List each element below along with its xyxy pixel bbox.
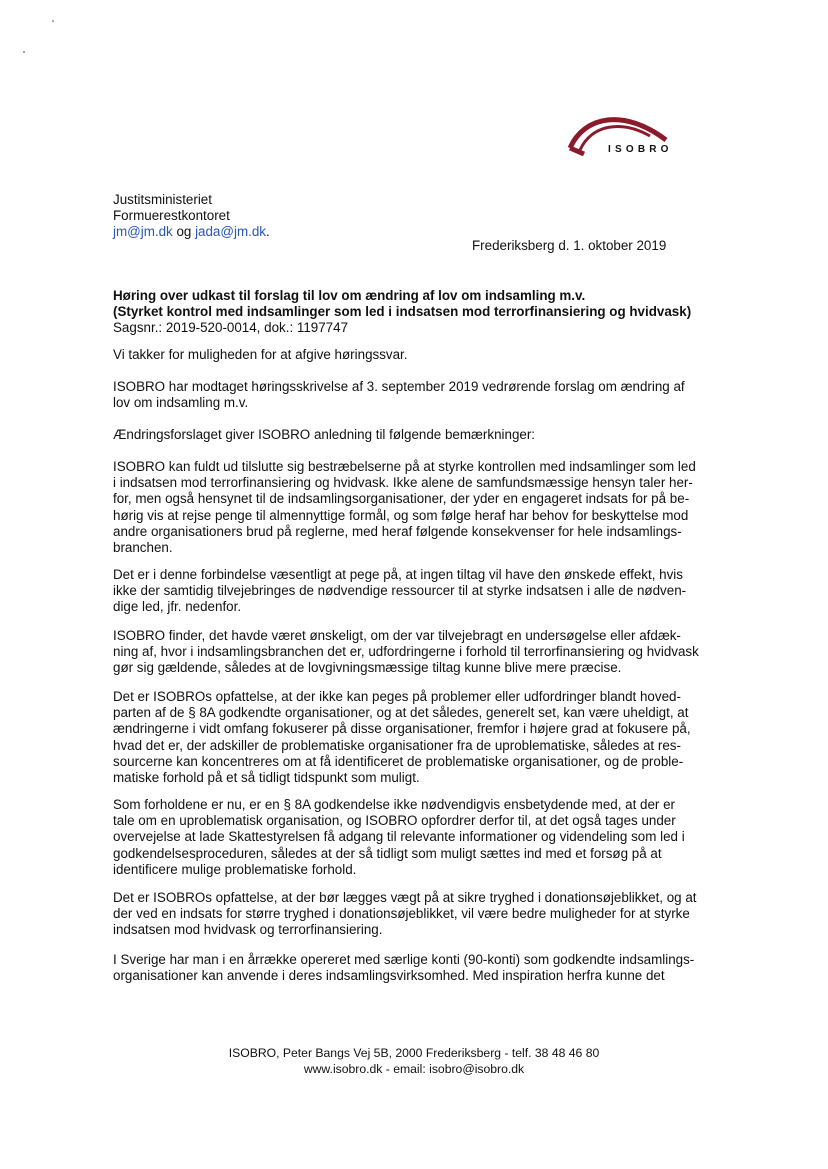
paragraph-line: hørig vis at rejse penge til almennyttige formål, og som følge heraf har behov for beskyttelse mod [113,507,689,523]
paragraph-line: hvad det er, der adskiller de problematiske organisationer fra de uproblematiske, således at res- [113,737,681,753]
paragraph-line: branchen. [113,540,173,556]
paragraph-line: gør sig gældende, således at de lovgivningsmæssige tiltag kunne blive mere præcise. [113,660,622,676]
scan-speck [52,20,54,22]
footer-address: ISOBRO, Peter Bangs Vej 5B, 2000 Frederiksberg - telf. 38 48 46 80 [228,1046,600,1060]
paragraph-line: Det er ISOBROs opfattelse, at der bør lægges vægt på at sikre tryghed i donationsøjeblikket, og at [113,890,697,905]
subject-title: Høring over udkast til forslag til lov om ændring af lov om indsamling m.v. [113,288,586,303]
email-link-jada[interactable]: jada@jm.dk [195,224,266,239]
subject-block [113,288,691,336]
recipient-ministry: Justitsministeriet [113,192,212,207]
paragraph-line: andre organisationers brud på reglerne, med heraf følgende konsekvenser for hele indsamlings- [113,523,682,539]
paragraph-line: godkendelsesproceduren, således at der så tidligt som muligt sættes ind med et forsøg på at [113,845,662,861]
paragraph-line: ISOBRO finder, det havde været ønskeligt, om der var tilvejebragt en undersøgelse eller afdæk- [113,628,681,643]
paragraph [113,797,713,878]
paragraph-line: Det er ISOBROs opfattelse, at der ikke kan peges på problemer eller udfordringer blandt hoved- [113,689,681,704]
paragraph-line: dige led, jfr. nedenfor. [113,599,242,615]
paragraph-line: overvejelse at lade Skattestyrelsen få adgang til relevante informationer og videndeling som led i [113,829,685,845]
paragraph-line: Det er i denne forbindelse væsentligt at pege på, at ingen tiltag vil have den ønskede effekt, hvis [113,567,683,582]
paragraph-line: I Sverige har man i en årrække opereret med særlige konti (90-konti) som godkendte indsamlings- [113,952,695,967]
paragraph-line: indsatsen mod hvidvask og terrorfinansiering. [113,922,383,938]
footer-contact: www.isobro.dk - email: isobro@isobro.dk [303,1062,525,1076]
paragraph-line: der ved en indsats for større tryghed i donationsøjeblikket, vil være bedre muligheder for at styrke [113,906,690,922]
paragraph-line: Ændringsforslaget giver ISOBRO anledning til følgende bemærkninger: [113,427,536,442]
paragraph-line: ISOBRO har modtaget høringsskrivelse af 3. september 2019 vedrørende forslag om ændring af [113,379,685,394]
paragraph-line: ikke der samtidig tilvejebringes de nødvendige ressourcer til at styrke indsatsen i alle de nødven- [113,583,687,599]
recipient-office: Formuerestkontoret [113,208,230,223]
paragraph-line: for, men også hensynet til de indsamlingsorganisationer, der yder en engageret indsats for på be- [113,491,690,507]
email-link-jm[interactable]: jm@jm.dk [113,224,173,239]
paragraph [113,567,713,616]
paragraph [113,459,713,556]
email-joiner: og [172,224,196,239]
paragraph-line: lov om indsamling m.v. [113,395,249,411]
paragraph [113,689,713,786]
paragraph [113,427,713,443]
paragraph-line: parten af de § 8A godkendte organisationer, og at det således, generelt set, kan være uheldigt, at [113,705,689,721]
paragraph [113,952,713,984]
paragraph [113,379,713,411]
logo-wordmark: ISOBRO [608,144,673,155]
paragraph [113,347,713,363]
email-trailing: . [265,224,270,239]
paragraph-line: organisationer kan anvende i deres indsamlingsvirksomhed. Med inspiration herfra kunne det [113,968,665,984]
paragraph [113,628,713,677]
paragraph-line: ISOBRO kan fuldt ud tilslutte sig bestræbelserne på at styrke kontrollen med indsamlinger som led [113,459,696,474]
paragraph-line: Vi takker for muligheden for at afgive høringssvar. [113,347,408,362]
letter-date: Frederiksberg d. 1. oktober 2019 [472,238,667,253]
paragraph-line: tale om en uproblematisk organisation, og ISOBRO opfordrer derfor til, at det også tages under [113,813,676,829]
letter-footer [0,1045,828,1077]
paragraph-line: matiske forhold på et så tidligt tidspunkt som muligt. [113,770,420,786]
scan-speck [23,51,25,53]
paragraph-line: Som forholdene er nu, er en § 8A godkendelse ikke nødvendigvis ensbetydende med, at der er [113,797,676,812]
paragraph-line: ændringerne i vidt omfang fokuserer på disse organisationer, fremfor i højere grad at fokusere på, [113,721,691,737]
paragraph-line: sourcerne kan koncentreres om at få identificeret de problematiske organisationer, og de proble- [113,753,684,769]
paragraph [113,890,713,939]
paragraph-line: ning af, hvor i indsamlingsbranchen det er, udfordringerne i forhold til terrorfinansiering og hvidvask [113,644,699,660]
case-number: Sagsnr.: 2019-520-0014, dok.: 1197747 [113,320,349,335]
paragraph-line: i indsatsen mod terrorfinansiering og hvidvask. Ikke alene de samfundsmæssige hensyn taler her- [113,475,693,491]
recipient-address [113,192,270,240]
recipient-emails [113,224,270,240]
paragraph-line: identificere mulige problematiske forhold. [113,861,357,877]
subject-subtitle: (Styrket kontrol med indsamlinger som led i indsatsen mod terrorfinansiering og hvidvask) [113,304,692,319]
